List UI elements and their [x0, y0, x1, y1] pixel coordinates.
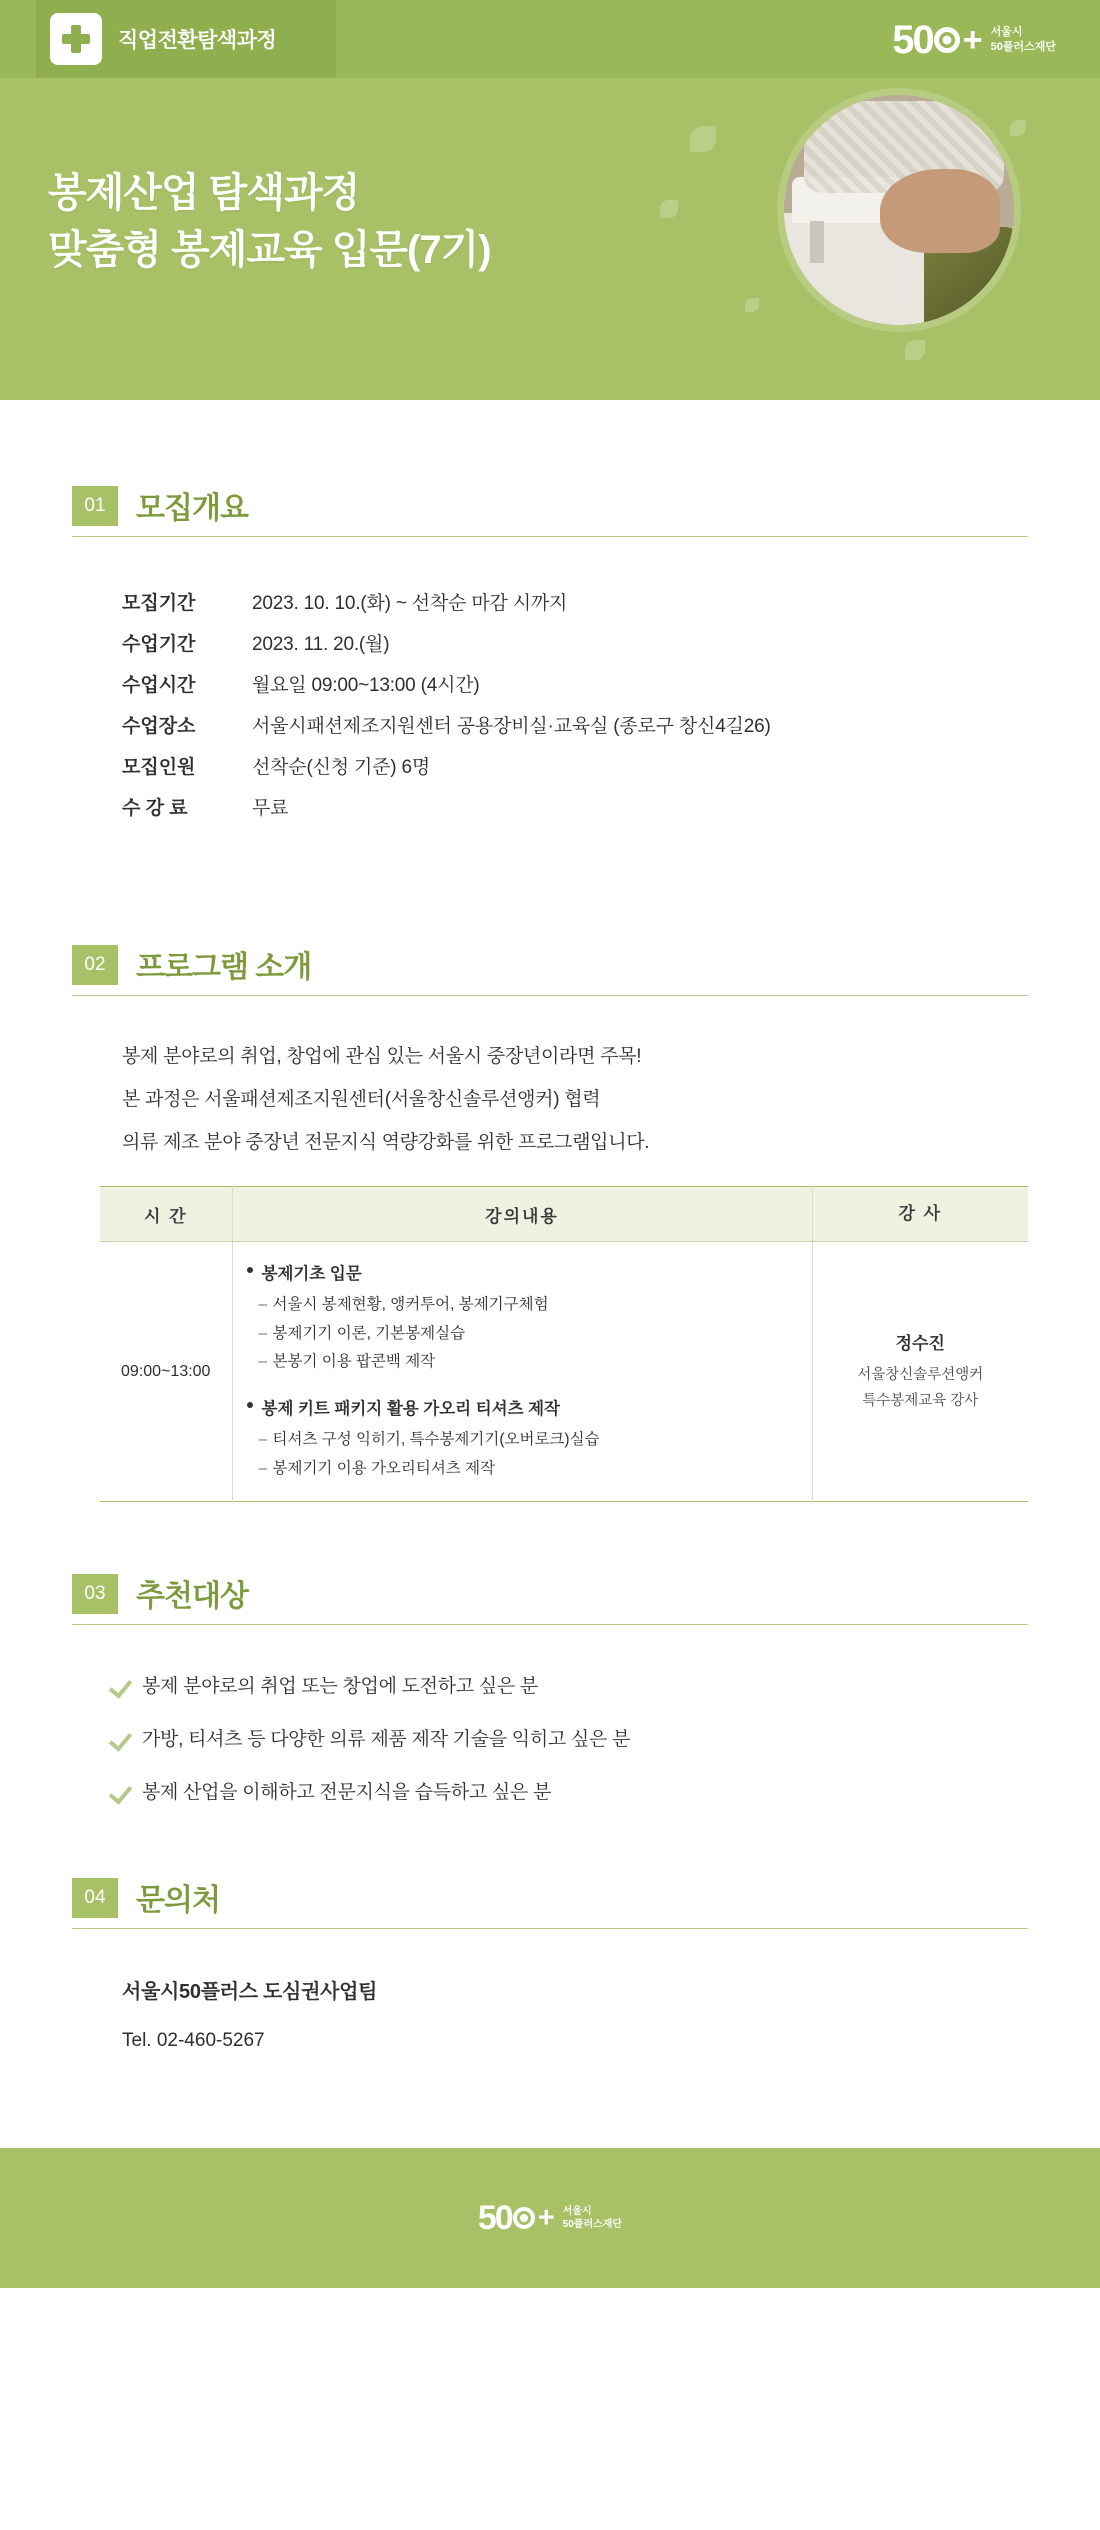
overview-label: 모집기간: [122, 593, 196, 614]
section-title: 문의처: [136, 1884, 220, 1918]
overview-label: 수 강 료: [122, 798, 188, 819]
table-row: [122, 663, 771, 704]
overview-value: 선착순(신청 기준) 6명: [252, 757, 431, 778]
cell-teacher: [812, 1242, 1028, 1502]
overview-label: 수업기간: [122, 634, 196, 655]
brand-mark: [892, 20, 980, 60]
program-desc-line: 의류 제조 분야 중장년 전문지식 역량강화를 위한 프로그램입니다.: [122, 1131, 650, 1153]
leaf-decoration-icon: [1010, 120, 1026, 136]
column-header-time: 시 간: [100, 1187, 232, 1242]
overview-value: 2023. 11. 20.(월): [252, 634, 390, 655]
table-row: [100, 1242, 1028, 1502]
curriculum-group-title: 봉제기초 입문: [247, 1260, 798, 1284]
brand-sub-line2: 50플러스재단: [562, 2219, 623, 2231]
page-title: [48, 165, 491, 279]
table-row: [122, 786, 771, 827]
list-item: [110, 1671, 1100, 1698]
section-number: 04: [72, 1878, 118, 1918]
curriculum-group: [247, 1395, 798, 1483]
brand-ring-icon: [934, 27, 960, 53]
program-desc-line: 봉제 분야로의 취업, 창업에 관심 있는 서울시 중장년이라면 주목!: [122, 1046, 642, 1067]
brand-mark-text: 50: [892, 18, 933, 62]
contact-block: [122, 1975, 1100, 2052]
page-content: [0, 486, 1100, 2052]
overview-value: 월요일 09:00~13:00 (4시간): [252, 675, 480, 696]
brand-logo-header: [892, 18, 1056, 62]
brand-logo-footer: [478, 2196, 622, 2240]
section-header-target: [72, 1574, 1028, 1625]
check-icon: [110, 1778, 136, 1804]
table-row: [122, 704, 771, 745]
curriculum-group-title: 봉제 키트 패키지 활용 가오리 티셔츠 제작: [247, 1395, 798, 1419]
target-text: 가방, 티셔츠 등 다양한 의류 제품 제작 기술을 익히고 싶은 분: [142, 1729, 631, 1751]
column-header-teacher: 강 사: [812, 1187, 1028, 1242]
program-desc-line: 본 과정은 서울패션제조지원센터(서울창신솔루션앵커) 협력: [122, 1088, 601, 1110]
curriculum-item: – 봉제기기 이론, 기본봉제실습: [247, 1320, 798, 1349]
curriculum-table: [100, 1186, 1028, 1502]
brand-subtitle: [991, 25, 1056, 55]
page-title-line1: 봉제산업 탐색과정: [48, 171, 360, 215]
section-number: 01: [72, 486, 118, 526]
section-header-program: [72, 945, 1028, 996]
program-description: [122, 1036, 1100, 1164]
target-text: 봉제 분야로의 취업 또는 창업에 도전하고 싶은 분: [142, 1676, 538, 1698]
table-row: [122, 581, 771, 622]
brand-mark-text: 50: [477, 2199, 512, 2238]
brand-mark: [477, 2199, 553, 2238]
section-number: 02: [72, 945, 118, 985]
table-row: [122, 745, 771, 786]
teacher-role: 특수봉제교육 강사: [862, 1392, 979, 1409]
section-header-overview: [72, 486, 1028, 537]
curriculum-item: – 서울시 봉제현황, 앵커투어, 봉제기구체험: [247, 1291, 798, 1320]
brand-sub-line1: 서울시: [562, 2205, 592, 2217]
contact-phone[interactable]: Tel. 02-460-5267: [122, 2030, 265, 2052]
brand-plus-text: +: [537, 2201, 553, 2234]
overview-value: 서울시패션제조지원센터 공용장비실·교육실 (종로구 창신4길26): [252, 716, 771, 737]
page-footer: [0, 2148, 1100, 2288]
section-number: 03: [72, 1574, 118, 1614]
page-title-line2: 맞춤형 봉제교육 입문(7기): [48, 227, 491, 272]
table-header-row: [100, 1187, 1028, 1242]
brand-plus-text: +: [962, 21, 981, 59]
check-icon: [110, 1672, 136, 1698]
target-list: [110, 1671, 1100, 1804]
curriculum-item: – 본봉기 이용 팝콘백 제작: [247, 1348, 798, 1377]
leaf-decoration-icon: [745, 298, 759, 312]
curriculum-item: – 티셔츠 구성 익히기, 특수봉제기기(오버로크)실습: [247, 1426, 798, 1455]
overview-label: 수업시간: [122, 675, 196, 696]
course-type-badge: [36, 0, 336, 78]
curriculum-item: – 봉제기기 이용 가오리티셔츠 제작: [247, 1455, 798, 1484]
section-program: [0, 945, 1100, 1502]
column-header-content: 강의내용: [232, 1187, 812, 1242]
course-type-label: 직업전환탐색과정: [118, 29, 277, 52]
brand-sub-line1: 서울시: [990, 26, 1023, 39]
section-header-contact: [72, 1878, 1028, 1929]
brand-sub-line2: 50플러스재단: [990, 41, 1056, 53]
cell-time: 09:00~13:00: [100, 1242, 232, 1502]
brand-subtitle: [563, 2205, 622, 2232]
section-title: 프로그램 소개: [136, 951, 312, 984]
section-target: [0, 1574, 1100, 1804]
list-item: [110, 1724, 1100, 1751]
leaf-decoration-icon: [905, 340, 925, 360]
table-row: [122, 622, 771, 663]
cell-content: [232, 1242, 812, 1502]
cross-logo-icon: [50, 13, 102, 65]
brand-ring-icon: [513, 2207, 535, 2229]
leaf-decoration-icon: [660, 200, 678, 218]
overview-value: 2023. 10. 10.(화) ~ 선착순 마감 시까지: [252, 593, 568, 614]
photo-hands: [880, 169, 1000, 253]
overview-label: 모집인원: [122, 757, 196, 778]
target-text: 봉제 산업을 이해하고 전문지식을 습득하고 싶은 분: [142, 1782, 552, 1804]
section-title: 추천대상: [136, 1580, 248, 1614]
teacher-name: 정수진: [895, 1334, 945, 1354]
hero-photo: [784, 95, 1014, 325]
list-item: [110, 1777, 1100, 1804]
check-icon: [110, 1725, 136, 1751]
section-overview: [0, 486, 1100, 827]
contact-team: 서울시50플러스 도심권사업팀: [122, 1981, 378, 2004]
teacher-affiliation: 서울창신솔루션앵커: [857, 1367, 984, 1384]
section-title: 모집개요: [136, 492, 248, 525]
curriculum-group: [247, 1260, 798, 1377]
overview-label: 수업장소: [122, 716, 196, 737]
overview-table: [122, 581, 771, 827]
leaf-decoration-icon: [690, 126, 716, 152]
overview-value: 무료: [252, 798, 289, 819]
page-header: [0, 0, 1100, 400]
section-contact: [0, 1878, 1100, 2052]
